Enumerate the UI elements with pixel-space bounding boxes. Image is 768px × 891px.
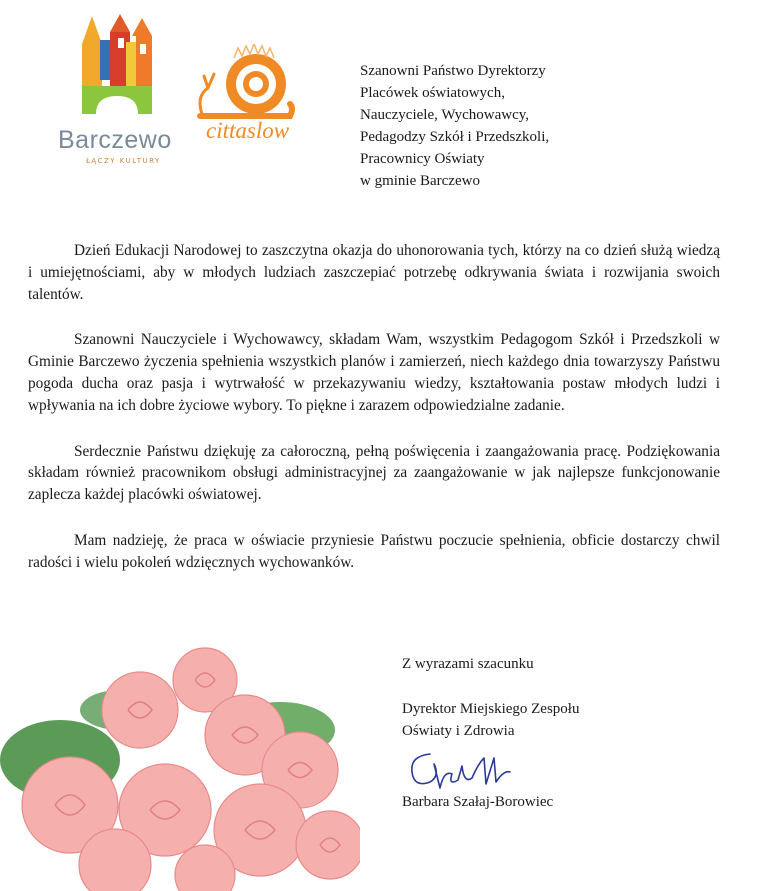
signer-title: Dyrektor Miejskiego Zespołu xyxy=(402,701,580,717)
addressee-line: w gminie Barczewo xyxy=(360,173,480,189)
barczewo-tagline: ŁĄCZY KULTURY xyxy=(86,157,161,165)
cittaslow-logo xyxy=(194,44,314,144)
letter-paragraph: Mam nadzieję, że praca w oświacie przyniesie Państwu poczucie spełnienia, obficie dostarczy chwil radości i wielu pokoleń wdzięcznych wychowanków. xyxy=(28,531,720,571)
barczewo-wordmark: Barczewo xyxy=(58,126,172,154)
closing-greeting: Z wyrazami szacunku xyxy=(402,656,534,672)
roses-bouquet-image xyxy=(0,640,360,891)
letter-paragraph: Serdecznie Państwu dziękuję za całoroczną, pełną poświęcenia i zaangażowania pracę. Podziękowania składam również pracownikom obsługi administracyjnej za zaangażowanie w jak najlepsze funkcjonowanie zaplecza każdej placówki oświatowej. xyxy=(28,442,720,504)
signer-title: Oświaty i Zdrowia xyxy=(402,723,515,739)
cittaslow-wordmark: cittaslow xyxy=(206,118,290,143)
signer-name: Barbara Szałaj-Borowiec xyxy=(402,794,554,810)
letter-paragraph: Szanowni Nauczyciele i Wychowawcy, składam Wam, wszystkim Pedagogom Szkół i Przedszkoli w Gminie Barczewo życzenia spełnienia wszystkich planów i zamierzeń, niech każdego dnia towarzyszy Państwu pogoda ducha oraz pasja i wytrwałość w przekazywaniu wiedzy, kształtowania postaw młodych ludzi i wpływania na ich dobre życiowe wybory. To piękne i zarazem odpowiedzialne zadanie. xyxy=(28,331,720,414)
addressee-block xyxy=(360,60,549,192)
barczewo-logo xyxy=(52,14,182,164)
letter-body xyxy=(28,240,720,598)
letter-paragraph: Dzień Edukacji Narodowej to zaszczytna okazja do uhonorowania tych, którzy na co dzień służą wiedzą i umiejętnościami, aby w młodych ludziach zaszczepiać potrzebę odkrywania świata i rozwijania swoich talentów. xyxy=(28,242,720,303)
snail-icon xyxy=(194,44,304,122)
addressee-line: Nauczyciele, Wychowawcy, xyxy=(360,107,530,123)
addressee-line: Pedagodzy Szkół i Przedszkoli, xyxy=(360,129,550,145)
closing-block xyxy=(402,653,579,742)
addressee-line: Placówek oświatowych, xyxy=(360,85,505,101)
addressee-line: Szanowni Państwo Dyrektorzy xyxy=(360,63,546,79)
addressee-line: Pracownicy Oświaty xyxy=(360,151,485,167)
handwritten-signature xyxy=(400,744,530,800)
barczewo-towers-icon xyxy=(80,14,154,114)
